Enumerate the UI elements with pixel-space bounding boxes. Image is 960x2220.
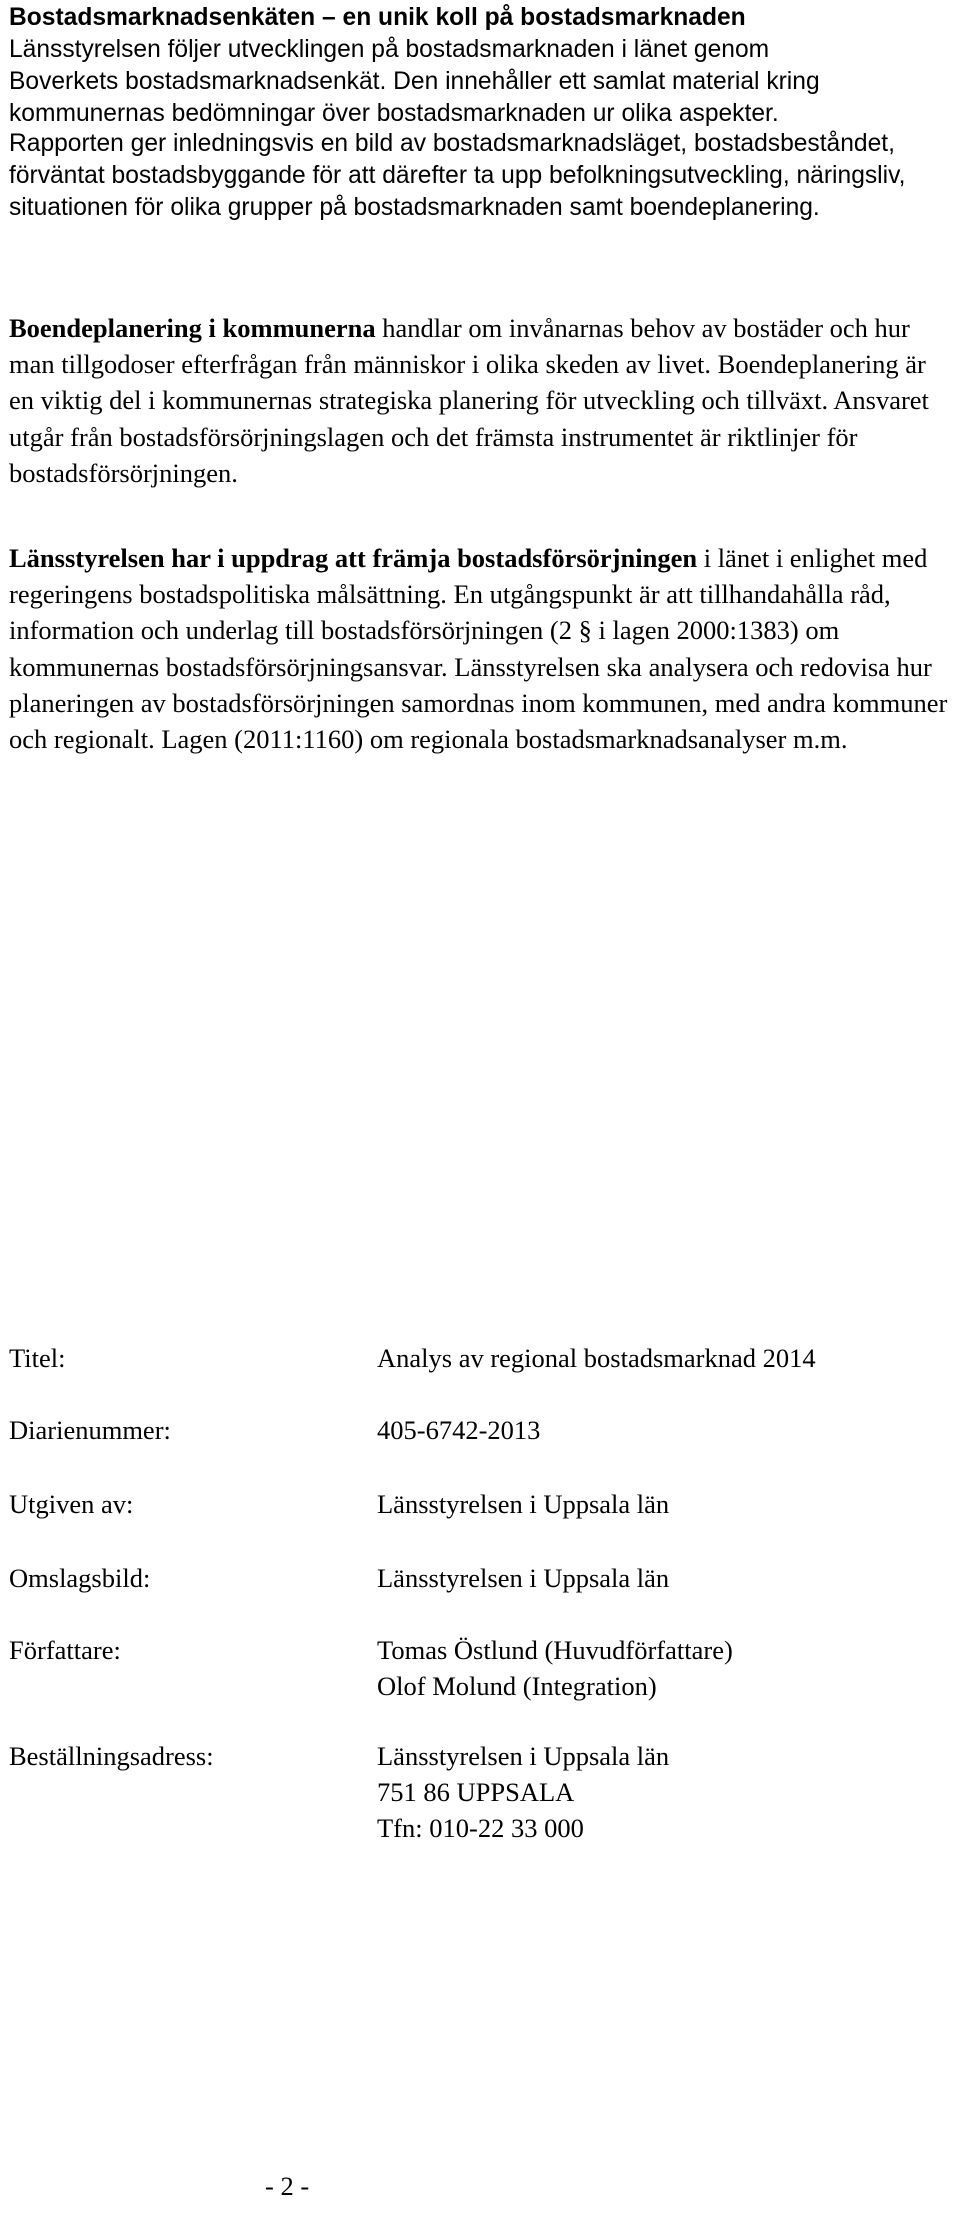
utgiven-value: Länsstyrelsen i Uppsala län xyxy=(377,1489,670,1519)
omslagsbild-label: Omslagsbild: xyxy=(9,1563,151,1593)
titel-value: Analys av regional bostadsmarknad 2014 xyxy=(377,1343,816,1373)
lansstyrelsen-lead: Länsstyrelsen har i uppdrag att främja bostadsförsörjningen xyxy=(9,543,698,573)
boendeplanering-lead: Boendeplanering i kommunerna xyxy=(9,313,376,343)
boendeplanering-text: handlar om invånarnas behov av bostäder och hur man tillgodoser efterfrågan från människor i olika skeden av livet. Boendeplanering är en viktig del i kommunernas strategiska planering för utveckling och tillväxt. Ansvaret utgår från bostadsförsörjningslagen och det främsta instrumentet är riktlinjer för bostadsförsörjningen. xyxy=(9,313,929,488)
intro-rapport-paragraph: Rapporten ger inledningsvis en bild av bostadsmarknadsläget, bostadsbeståndet, förväntat bostadsbyggande för att därefter ta upp befolkningsutveckling, näringsliv, situationen för olika grupper på bostadsmarknaden samt boendeplanering. xyxy=(9,130,906,221)
forfattare-value-2: Olof Molund (Integration) xyxy=(377,1671,657,1701)
intro-line-3: Boverkets bostadsmarknadsenkät. Den innehåller ett samlat material kring xyxy=(9,68,820,95)
diarienummer-label: Diarienummer: xyxy=(9,1415,171,1445)
forfattare-label: Författare: xyxy=(9,1635,121,1665)
intro-heading: Bostadsmarknadsenkäten – en unik koll på bostadsmarknaden xyxy=(9,4,746,31)
forfattare-value-1: Tomas Östlund (Huvudförfattare) xyxy=(377,1635,733,1665)
bestallningsadress-value-2: 751 86 UPPSALA xyxy=(377,1777,575,1807)
publication-metadata xyxy=(9,1340,949,1860)
diarienummer-value: 405-6742-2013 xyxy=(377,1415,541,1445)
bestallningsadress-value-1: Länsstyrelsen i Uppsala län xyxy=(377,1741,670,1771)
omslagsbild-value: Länsstyrelsen i Uppsala län xyxy=(377,1563,670,1593)
boendeplanering-paragraph xyxy=(9,310,949,491)
page-number: - 2 - xyxy=(265,2171,310,2201)
utgiven-label: Utgiven av: xyxy=(9,1489,134,1519)
intro-line-4: kommunernas bedömningar över bostadsmarknaden ur olika aspekter. xyxy=(9,100,779,127)
bestallningsadress-label: Beställningsadress: xyxy=(9,1741,214,1771)
bestallningsadress-value-3: Tfn: 010-22 33 000 xyxy=(377,1813,584,1843)
lansstyrelsen-paragraph xyxy=(9,540,949,757)
titel-label: Titel: xyxy=(9,1343,66,1373)
intro-line-2: Länsstyrelsen följer utvecklingen på bostadsmarknaden i länet genom xyxy=(9,36,770,63)
lansstyrelsen-text: i länet i enlighet med regeringens bostadspolitiska målsättning. En utgångspunkt är att tillhandahålla råd, information och underlag till bostadsförsörjningen (2 § i lagen 2000:1383) om kommunernas bostadsförsörjningsansvar. Länsstyrelsen ska analysera och redovisa hur planeringen av bostadsförsörjningen samordnas inom kommunen, med andra kommuner och regionalt. Lagen (2011:1160) om regionala bostadsmarknadsanalyser m.m. xyxy=(9,543,948,755)
